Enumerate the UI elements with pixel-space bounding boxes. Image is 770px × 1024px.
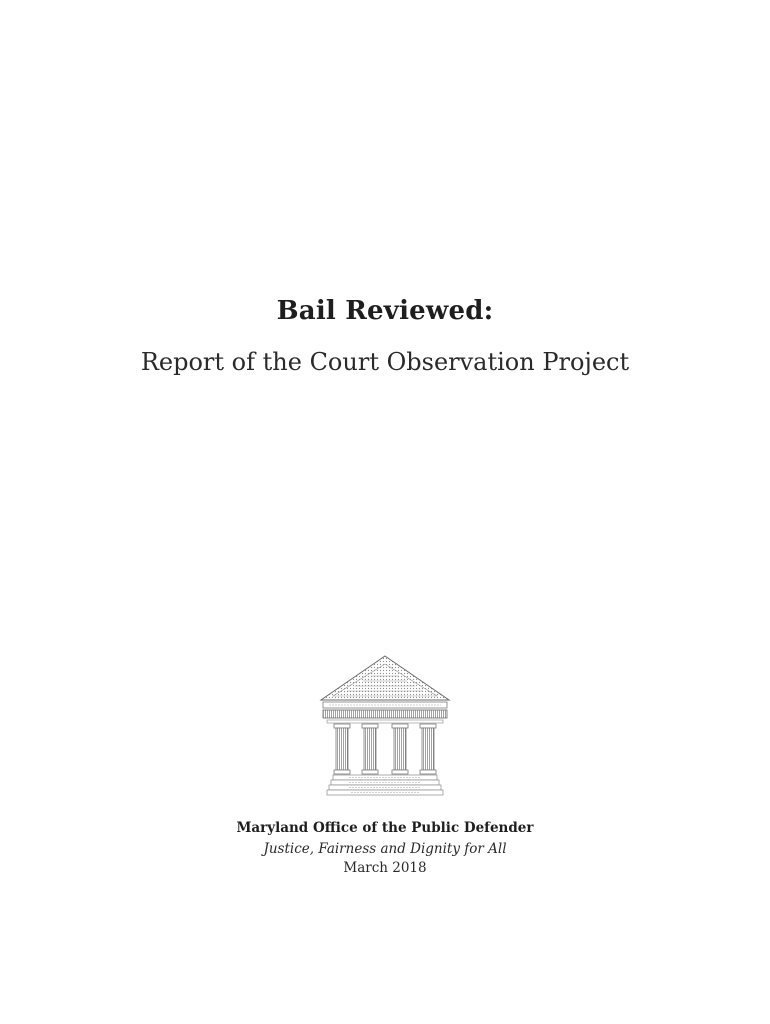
organization-name: Maryland Office of the Public Defender (236, 820, 534, 836)
organization-tagline: Justice, Fairness and Dignity for All (263, 841, 507, 857)
courthouse-icon (319, 654, 451, 799)
document-title: Bail Reviewed: (276, 296, 494, 326)
document-subtitle: Report of the Court Observation Project (140, 348, 630, 376)
publication-date: March 2018 (343, 860, 427, 876)
